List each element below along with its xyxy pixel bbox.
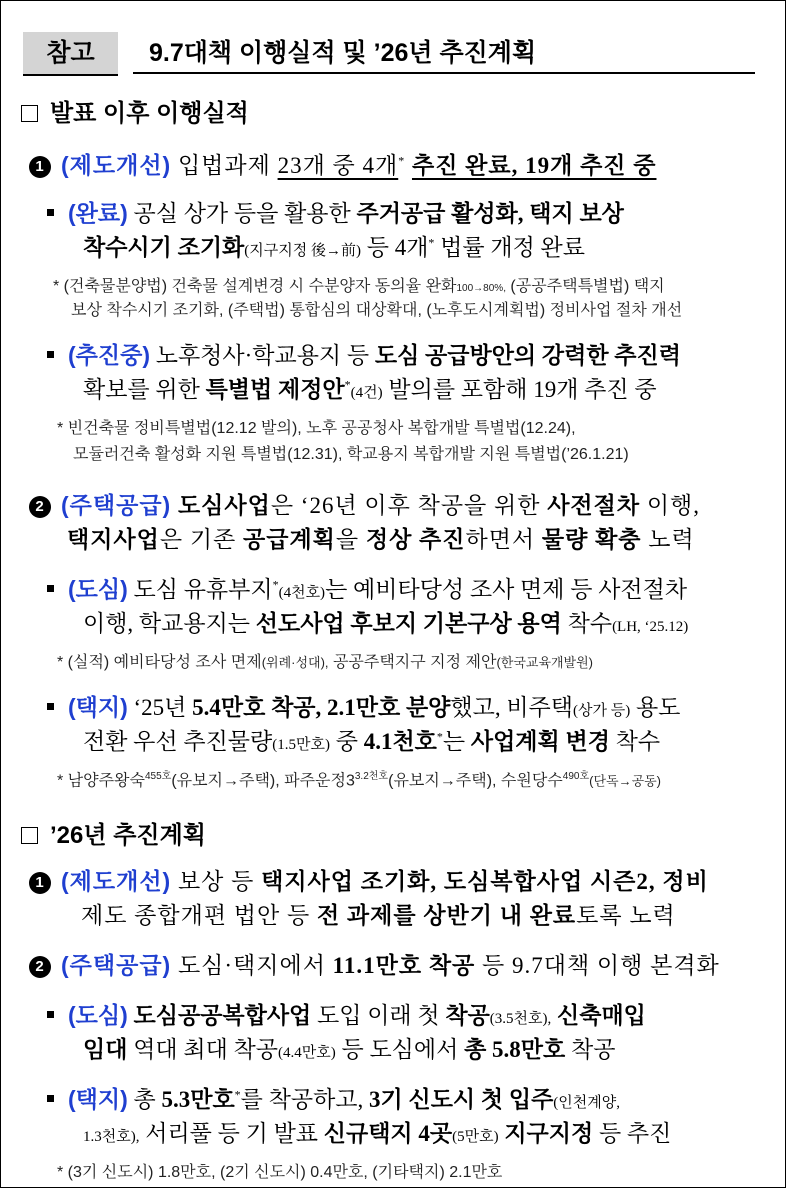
plan-bullet-urban-line2: 임대 역대 최대 착공(4.4만호) 등 도심에서 총 5.8만호 착공	[83, 1037, 616, 1062]
footnote-completed-laws: * (건축물분양법) 건축물 설계변경 시 수분양자 동의율 완화100→80%, (공공주택특별법) 택지	[53, 278, 665, 295]
footnote-new-towns: * (3기 신도시) 1.8만호, (2기 신도시) 0.4만호, (기타택지) 2.1만호	[57, 1164, 503, 1181]
plan-item-housing-supply: 2 (주택공급) 도심·택지에서 11.1만호 착공 등 9.7대책 이행 본격화	[29, 947, 720, 980]
circled-number-1-icon: 1	[29, 156, 51, 178]
section-heading-results: 발표 이후 이행실적	[21, 93, 249, 128]
circled-number-2-icon: 2	[29, 956, 51, 978]
item-housing-supply: 2 (주택공급) 도심사업은 ‘26년 이후 착공을 위한 사전절차 이행,	[29, 487, 700, 520]
footnote-urban-results: * (실적) 예비타당성 조사 면제(위례·성대), 공공주택지구 지정 제안(한국교육개발원)	[57, 654, 594, 671]
plan-item-institutional-reform: 1 (제도개선) 보상 등 택지사업 조기화, 도심복합사업 시즌2, 정비	[29, 863, 709, 896]
bullet-square-icon	[47, 703, 54, 710]
bullet-square-icon	[47, 209, 54, 216]
plan-bullet-urban: (도심) 도심공공복합사업 도입 이래 첫 착공(3.5천호), 신축매입	[47, 997, 646, 1030]
section-heading-plan: ’26년 추진계획	[21, 815, 206, 850]
item-housing-supply-line2: 택지사업은 기존 공급계획을 정상 추진하면서 물량 확충 노력	[67, 527, 695, 552]
circled-number-2-icon: 2	[29, 496, 51, 518]
bullet-completed-line2: 착수시기 조기화(지구지정 後→前) 등 4개* 법률 개정 완료	[83, 235, 585, 260]
bullet-completed: (완료) 공실 상가 등을 활용한 주거공급 활성화, 택지 보상	[47, 195, 624, 228]
footnote-special-laws: * 빈건축물 정비특별법(12.12 발의), 노후 공공청사 복합개발 특별법(12.24),	[57, 420, 576, 437]
footnote-land-changes: * 남양주왕숙$^{455호}$(유보지→주택), 파주운정$3^{3.2천호}$(유보지→주택), 수원당수$^{490호}$(단독→공동)	[57, 771, 662, 790]
bullet-in-progress: (추진중) 노후청사·학교용지 등 도심 공급방안의 강력한 추진력	[47, 337, 681, 370]
bullet-land-line2: 전환 우선 추진물량(1.5만호) 중 4.1천호*는 사업계획 변경 착수	[83, 729, 661, 754]
bullet-in-progress-line2: 확보를 위한 특별법 제정안*(4건) 발의를 포함해 19개 추진 중	[83, 377, 657, 402]
footnote-completed-laws-line2: 보상 착수시기 조기화, (주택법) 통합심의 대상확대, (노후도시계획법) 정비사업 절차 개선	[71, 302, 683, 319]
bullet-urban-line2: 이행, 학교용지는 선도사업 후보지 기본구상 용역 착수(LH, ‘25.12)	[83, 611, 689, 636]
checkbox-square-icon	[21, 827, 38, 844]
circled-number-1-icon: 1	[29, 872, 51, 894]
bullet-square-icon	[47, 1095, 54, 1102]
bullet-urban: (도심) 도심 유휴부지*(4천호)는 예비타당성 조사 면제 등 사전절차	[47, 571, 687, 604]
bullet-land: (택지) ‘25년 5.4만호 착공, 2.1만호 분양했고, 비주택(상가 등) 용도	[47, 689, 680, 722]
reference-label: 참고	[23, 32, 118, 76]
bullet-square-icon	[47, 1011, 54, 1018]
bullet-square-icon	[47, 351, 54, 358]
footnote-special-laws-line2: 모듈러건축 활성화 지원 특별법(12.31), 학교용지 복합개발 지원 특별법(’26.1.21)	[73, 446, 629, 463]
bullet-square-icon	[47, 585, 54, 592]
item-institutional-reform: 1 (제도개선) 입법과제 23개 중 4개* 추진 완료, 19개 추진 중	[29, 147, 656, 180]
plan-item-institutional-reform-line2: 제도 종합개편 법안 등 전 과제를 상반기 내 완료토록 노력	[81, 903, 676, 928]
checkbox-square-icon	[21, 105, 38, 122]
plan-bullet-land: (택지) 총 5.3만호*를 착공하고, 3기 신도시 첫 입주(인천계양,	[47, 1081, 620, 1114]
document-title: 9.7대책 이행실적 및 ’26년 추진계획	[133, 32, 755, 74]
plan-bullet-land-line2: 1.3천호), 서리풀 등 기 발표 신규택지 4곳(5만호) 지구지정 등 추진	[83, 1121, 672, 1146]
